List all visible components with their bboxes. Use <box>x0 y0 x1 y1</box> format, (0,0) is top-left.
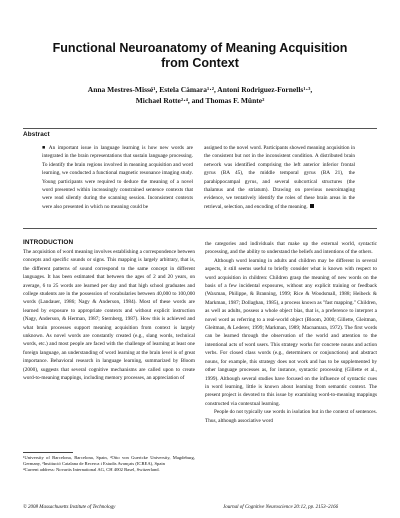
end-mark-icon <box>310 204 315 209</box>
footnote-affiliations: ¹University of Barcelona, Barcelona, Spain, ²Otto von Guericke University, Magdeburg, Germany, ³Institució Catalana de Recerca i Estudis Avançats (ICREA), Spain <box>23 455 195 467</box>
intro-right-paragraph-1: the categories and individuals that make up the external world, syntactic processing, and the ability to understand the beliefs and intentions of the others. <box>205 241 377 256</box>
abstract-text-right-body: assigned to the novel word. Participants showed meaning acquisition in the consistent but not in the inconsistent condition. A distributed brain network was identified comprising the left anterior inferior frontal gyrus (BA 45), the middle temporal gyrus (BA 21), the parahippocampal gyrus, and several subcortical structures (the thalamus and the striatum). Drawing on previous neuroimaging evidence, we tentatively identify the roles of these brain areas in the retrieval, selection, and encoding of the meaning. <box>204 145 355 210</box>
intro-left-column <box>23 248 195 383</box>
title-line-1: Functional Neuroanatomy of Meaning Acquisition <box>52 41 348 55</box>
affiliation-footnote <box>23 455 195 474</box>
abstract-heading: Abstract <box>23 131 50 138</box>
abstract-bottom-rule <box>23 228 377 229</box>
copyright-footer: © 2008 Massachusetts Institute of Technology <box>23 505 116 510</box>
abstract-left-column <box>42 144 193 211</box>
abstract-text-right <box>204 144 355 211</box>
intro-right-column <box>205 240 377 425</box>
footnote-rule <box>23 452 73 453</box>
author-list <box>30 84 370 106</box>
intro-right-paragraph-2: Although word learning in adults and children may be different in several aspects, it still seems useful to briefly consider what is known with respect to word acquisition in children: Children grasp the meaning of new words on the basis of a few incidental exposures, without any explicit training or feedback (Waxman, Philippe, & Branning, 1999; Rice & Woodsmall, 1988; Heibeck & Markman, 1987; Dollaghan, 1985), a process known as "fast mapping." Children, as well as adults, possess a whole object bias, that is, a preference to interpret a novel word as referring to a real-world object (Bloom, 2000; Gillette, Gleitman, Gleitman, & Lederer, 1999; Markman, 1989; Macnamara, 1972). The first words can be learned through the observation of the world and attention to the intentional acts of word users. This strategy works for concrete nouns and action verbs. For closed class words (e.g., determiners or conjunctions) and abstract nouns, for example, this strategy does not work and has to be supplemented by other language processes as, for instance, syntactic processing (Gillette et al., 1999). Although several studies have focused on the influence of syntactic cues in word learning, little is known about learning from semantic context. The present project is devoted to this issue by examining word-to-meaning mappings constructed via contextual learning. <box>205 257 377 407</box>
intro-left-paragraph: The acquisition of word meaning involves establishing a correspondence between concepts and specific sounds or signs. This mapping is largely arbitrary, that is, the different patterns of sound correspond to the same concept in different languages. It has been estimated that between the ages of 2 and 20 years, on average, 6 to 25 words are learned per day and that high school graduates and college students are in the possession of vocabularies between 40,000 to 100,000 words (Landauer, 1986; Nagy & Anderson, 1984). Most of these words are learned by exposure to appropriate contexts and without explicit instruction (Nagy, Anderson, & Herman, 1987; Sternberg, 1987). How this is achieved and what brain processes support meaning acquisition from context is largely unknown. As novel words are constantly created (e.g., slang words, technical words, etc.) and most people are faced with the challenge of learning at least one foreign language, an understanding of word learning at the brain level is of great importance. Behavioral research in language learning, summarized by Bloom (2000), suggests that several cognitive mechanisms are called upon to create word-to-meaning mappings, including memory processes, an appreciation of <box>23 249 195 382</box>
abstract-top-rule <box>23 128 377 129</box>
authors-line-1: Anna Mestres-Missé¹, Estela Càmara¹·², Antoni Rodriguez-Fornells¹·³, <box>87 85 313 94</box>
title-line-2: from Context <box>161 56 239 70</box>
footnote-current-address: ⁴Current address: Novartis International AG, CH 4002 Basel, Switzerland. <box>23 467 160 473</box>
paper-title <box>20 41 380 71</box>
abstract-text-left: ■ An important issue in language learning is how new words are integrated in the brain representations that sustain language processing. To identify the brain regions involved in meaning acquisition and word learning, we conducted a functional magnetic resonance imaging study. Young participants were required to deduce the meaning of a novel word presented within increasingly constrained sentence contexts that were read silently during the scanning session. Inconsistent contexts were also presented in which no meaning could be <box>42 145 193 210</box>
journal-citation-footer: Journal of Cognitive Neuroscience 20:12, pp. 2153–2166 <box>223 505 339 510</box>
intro-right-paragraph-3: People do not typically use words in isolation but in the context of sentences. Thus, although associative word <box>205 409 377 424</box>
authors-line-2: Michael Rotte²·⁴, and Thomas F. Münte² <box>135 96 265 105</box>
abstract-right-column <box>204 144 355 211</box>
introduction-heading: INTRODUCTION <box>23 239 74 246</box>
